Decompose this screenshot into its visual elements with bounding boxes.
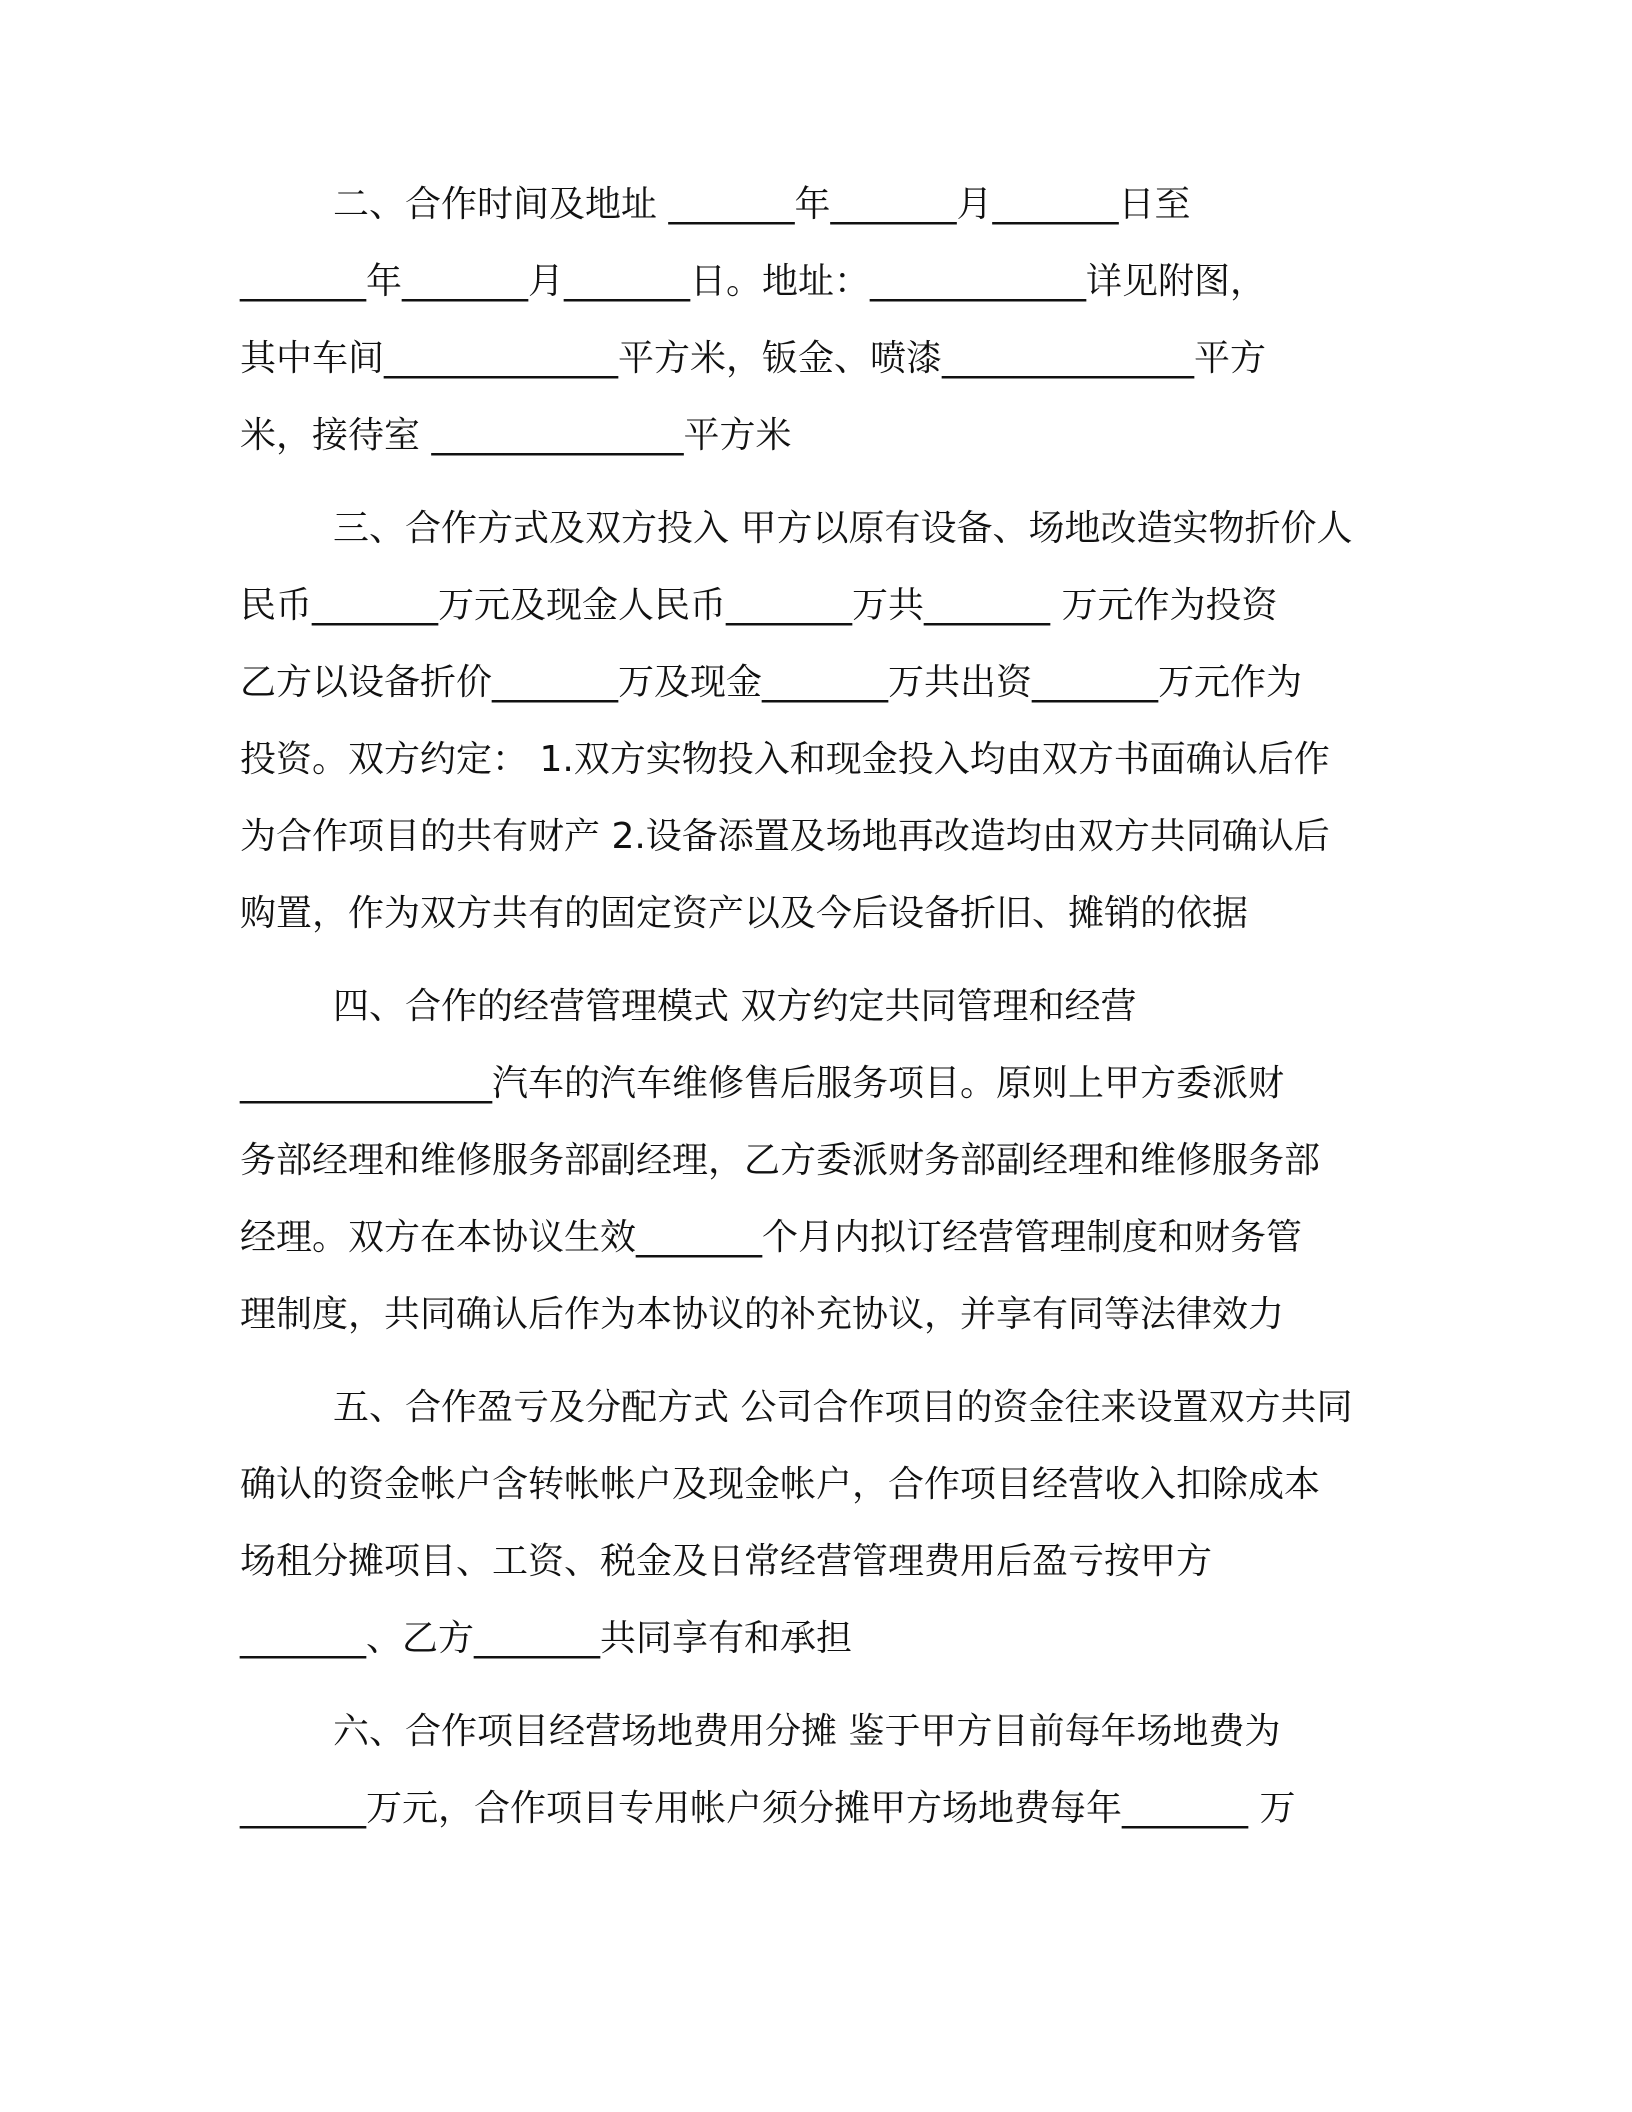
section-3-line-6: 购置，作为双方共有的固定资产以及今后设备折旧、摊销的依据	[240, 893, 1249, 934]
section-3-line-4: 投资。双方约定： 1.双方实物投入和现金投入均由双方书面确认后作	[240, 739, 1330, 780]
section-5-line-4: _______、乙方_______共同享有和承担	[240, 1618, 853, 1659]
section-4-line-2: ______________汽车的汽车维修售后服务项目。原则上甲方委派财	[240, 1063, 1285, 1104]
section-2-line-1: 二、合作时间及地址 _______年_______月_______日至	[333, 184, 1191, 225]
section-4-line-4: 经理。双方在本协议生效_______个月内拟订经营管理制度和财务管	[240, 1217, 1303, 1258]
section-5-line-2: 确认的资金帐户含转帐帐户及现金帐户，合作项目经营收入扣除成本	[240, 1464, 1321, 1505]
section-3-line-2: 民币_______万元及现金人民币_______万共_______ 万元作为投资	[240, 585, 1278, 626]
section-3-line-1: 三、合作方式及双方投入 甲方以原有设备、场地改造实物折价人	[333, 508, 1353, 549]
section-3-line-5: 为合作项目的共有财产 2.设备添置及场地再改造均由双方共同确认后	[240, 816, 1330, 857]
section-2-line-4: 米，接待室 ______________平方米	[240, 415, 792, 456]
section-2-line-2: _______年_______月_______日。地址：____________详见附图，	[240, 261, 1267, 302]
section-5-line-1: 五、合作盈亏及分配方式 公司合作项目的资金往来设置双方共同	[333, 1387, 1353, 1428]
document-page	[240, 185, 1400, 1866]
section-4-line-1: 四、合作的经营管理模式 双方约定共同管理和经营	[333, 986, 1137, 1027]
section-2-line-3: 其中车间_____________平方米，钣金、喷漆______________平方	[240, 338, 1267, 379]
section-4-line-5: 理制度，共同确认后作为本协议的补充协议，并享有同等法律效力	[240, 1294, 1285, 1335]
section-4-line-3: 务部经理和维修服务部副经理，乙方委派财务部副经理和维修服务部	[240, 1140, 1321, 1181]
section-6-line-2: _______万元，合作项目专用帐户须分摊甲方场地费每年_______ 万	[240, 1788, 1296, 1829]
section-5-line-3: 场租分摊项目、工资、税金及日常经营管理费用后盈亏按甲方	[240, 1541, 1213, 1582]
section-6-line-1: 六、合作项目经营场地费用分摊 鉴于甲方目前每年场地费为	[333, 1711, 1281, 1752]
section-3-line-3: 乙方以设备折价_______万及现金_______万共出资_______万元作为	[240, 662, 1303, 703]
